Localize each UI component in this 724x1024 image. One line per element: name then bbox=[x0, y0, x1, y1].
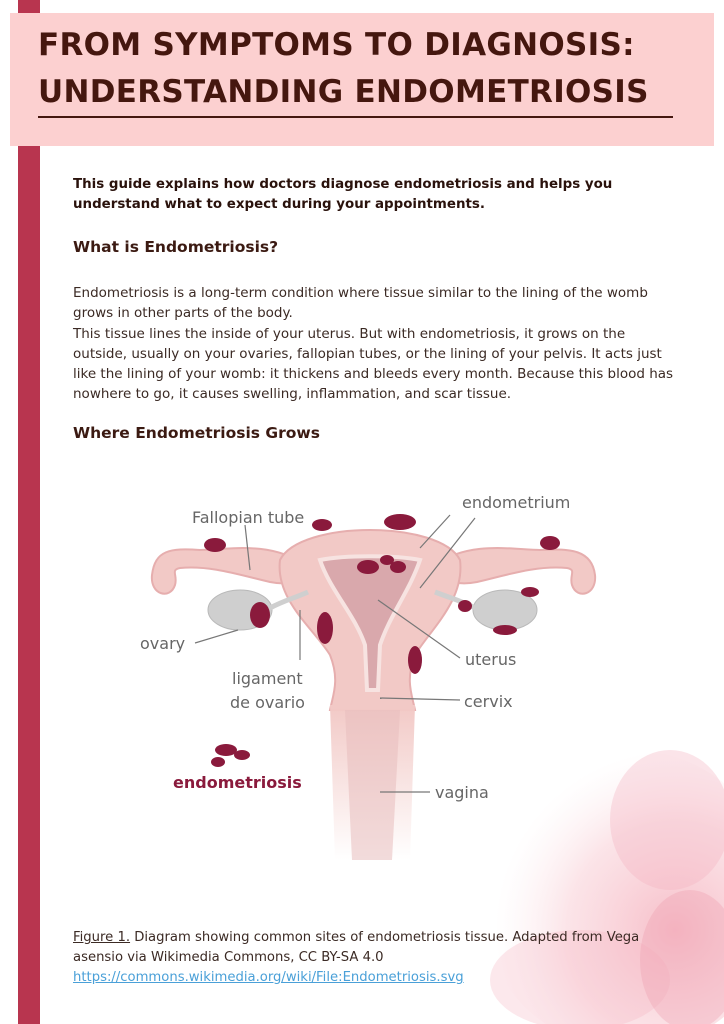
endometriosis-diagram bbox=[130, 480, 610, 860]
what-is-paragraph-1: Endometriosis is a long-term condition where tissue similar to the lining of the womb grows in other parts of the body. bbox=[73, 285, 648, 322]
label-cervix: cervix bbox=[464, 692, 513, 711]
label-vagina: vagina bbox=[435, 783, 489, 802]
label-ligament-line1: ligament bbox=[232, 669, 303, 688]
intro-text: This guide explains how doctors diagnose endometriosis and helps you understand what to expect during your appointments. bbox=[73, 177, 613, 212]
label-uterus: uterus bbox=[465, 650, 517, 669]
figure-caption bbox=[73, 928, 673, 988]
source-link[interactable]: https://commons.wikimedia.org/wiki/File:Endometriosis.svg bbox=[73, 970, 464, 985]
figure-label: Figure 1. bbox=[73, 930, 131, 945]
title-underline bbox=[38, 116, 673, 118]
caption-text: Diagram showing common sites of endometriosis tissue. Adapted from Vega asensio via Wikimedia Commons, CC BY-SA 4.0 bbox=[73, 930, 640, 965]
what-is-paragraph-2: This tissue lines the inside of your uterus. But with endometriosis, it grows on the outside, usually on your ovaries, fallopian tubes, or the lining of your pelvis. It acts just like the lining of your womb: it thickens and bleeds every month. Because this blood has nowhere to go, it causes swelling, inflammation, and scar tissue. bbox=[73, 325, 674, 403]
heading-what-is: What is Endometriosis? bbox=[73, 238, 279, 256]
label-ovary: ovary bbox=[140, 634, 186, 653]
vagina-inner bbox=[345, 710, 400, 860]
label-endometrium: endometrium bbox=[462, 493, 571, 512]
page-title: FROM SYMPTOMS TO DIAGNOSIS: UNDERSTANDING ENDOMETRIOSIS bbox=[38, 27, 649, 110]
label-ligament-line2: de ovario bbox=[230, 693, 305, 712]
what-is-body bbox=[73, 283, 678, 405]
endometriosis-logo-mark bbox=[211, 744, 250, 767]
label-fallopian-tube: Fallopian tube bbox=[192, 508, 305, 527]
heading-where-grows: Where Endometriosis Grows bbox=[73, 424, 320, 442]
side-accent-bar bbox=[18, 0, 40, 1024]
logo-text: endometriosis bbox=[173, 773, 302, 792]
